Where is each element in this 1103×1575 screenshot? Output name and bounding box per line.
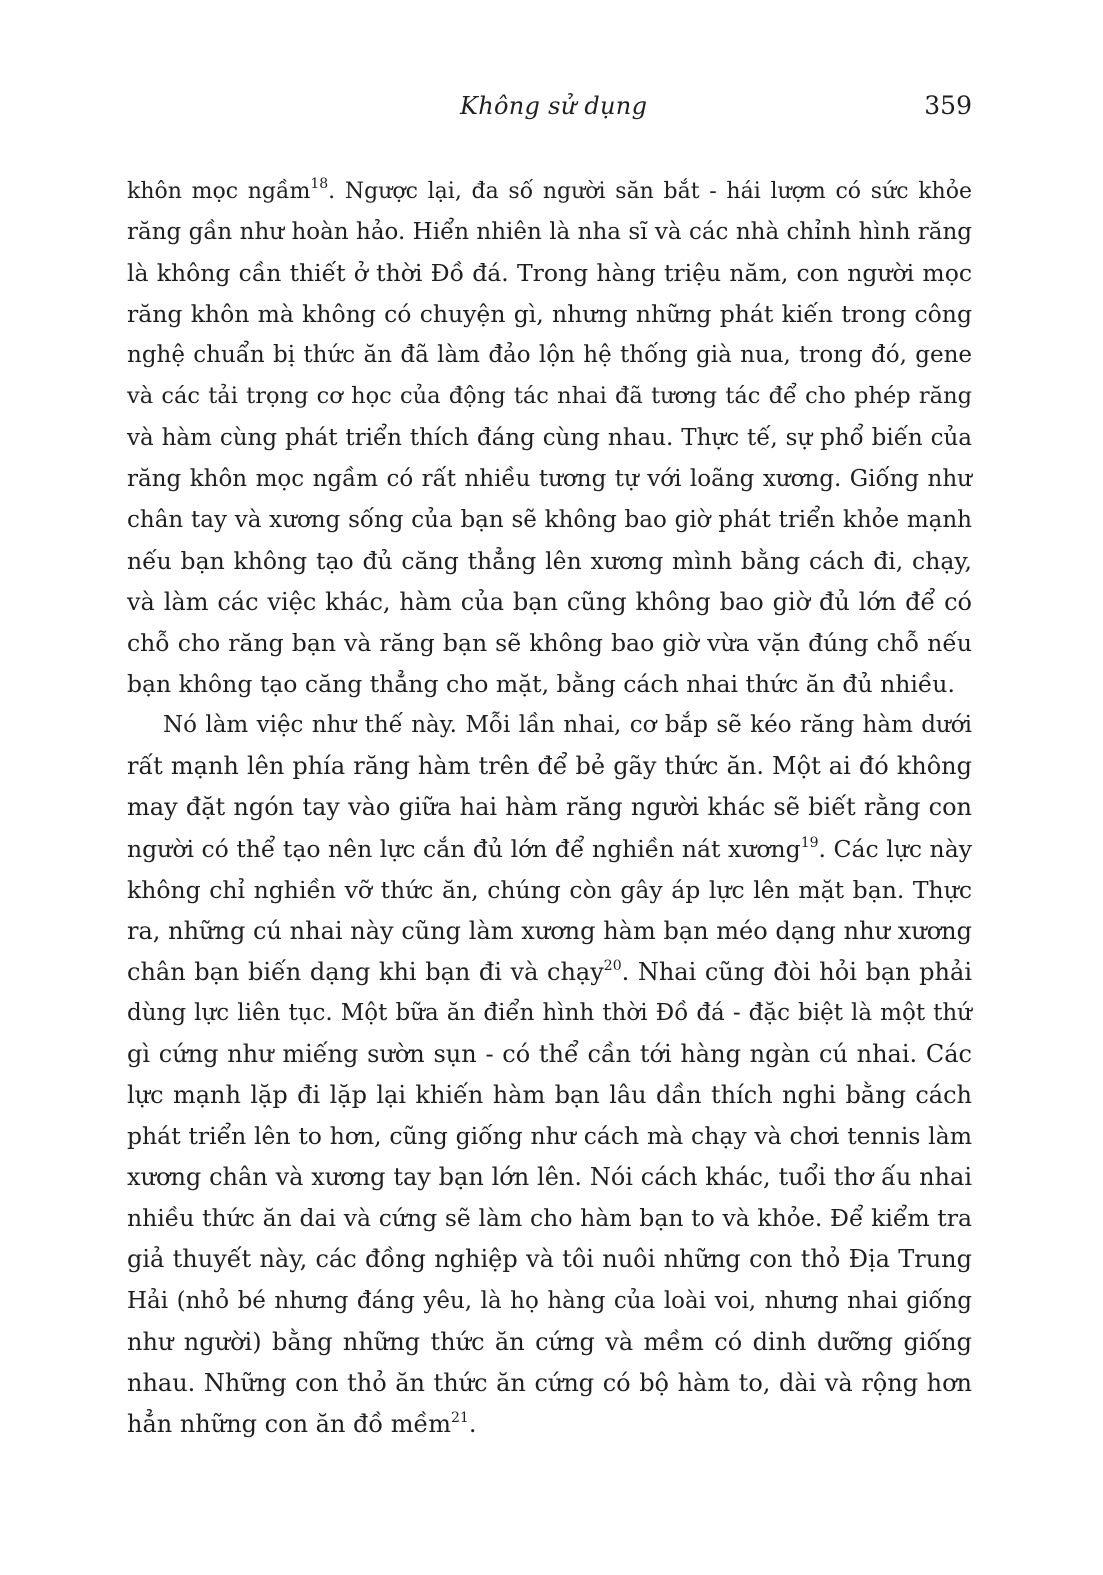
running-title: Không sử dụng [460, 92, 648, 120]
text-line: khôn mọc ngầm$^{18}$. Ngược lại, đa số người săn bắt - hái lượm có sức khỏe [127, 176, 972, 204]
text-line: chỗ cho răng bạn và răng bạn sẽ không bao giờ vừa vặn đúng chỗ nếu [127, 629, 972, 658]
text-line: nghệ chuẩn bị thức ăn đã làm đảo lộn hệ thống già nua, trong đó, gene [127, 342, 972, 369]
text-line: và các tải trọng cơ học của động tác nhai đã tương tác để cho phép răng [127, 383, 972, 410]
paragraph-1 [127, 171, 972, 705]
text-line: ra, những cú nhai này cũng làm xương hàm bạn méo dạng như xương [127, 916, 972, 945]
text-line: giả thuyết này, các đồng nghiệp và tôi nuôi những con thỏ Địa Trung [127, 1245, 972, 1274]
text-line: nhau. Những con thỏ ăn thức ăn cứng có bộ hàm to, dài và rộng hơn [127, 1368, 972, 1397]
text-line: lực mạnh lặp đi lặp lại khiến hàm bạn lâu dần thích nghi bằng cách [127, 1081, 972, 1110]
text-line: răng khôn mọc ngầm có rất nhiều tương tự với loãng xương. Giống như [127, 465, 972, 492]
text-line: là không cần thiết ở thời Đồ đá. Trong hàng triệu năm, con người mọc [127, 259, 972, 288]
text-line: Nó làm việc như thế này. Mỗi lần nhai, cơ bắp sẽ kéo răng hàm dưới [163, 712, 972, 739]
text-line: may đặt ngón tay vào giữa hai hàm răng người khác sẽ biết rằng con [127, 793, 972, 822]
text-line: Hải (nhỏ bé nhưng đáng yêu, là họ hàng của loài voi, nhưng nhai giống [127, 1287, 972, 1314]
text-line: chân bạn biến dạng khi bạn đi và chạy$^{20}$. Nhai cũng đòi hỏi bạn phải [127, 957, 972, 986]
footnote-ref-18: 18 [310, 176, 329, 192]
text-line: răng gần như hoàn hảo. Hiển nhiên là nha sĩ và các nhà chỉnh hình răng [127, 219, 972, 246]
footnote-ref-19: 19 [800, 834, 819, 851]
text-line: và hàm cùng phát triển thích đáng cùng nhau. Thực tế, sự phổ biến của [127, 424, 972, 451]
text-line: răng khôn mà không có chuyện gì, nhưng những phát kiến trong công [127, 300, 972, 329]
text-line: người có thể tạo nên lực cắn đủ lớn để nghiền nát xương$^{19}$. Các lực này [127, 834, 972, 863]
text-line: phát triển lên to hơn, cũng giống như cách mà chạy và chơi tennis làm [127, 1122, 972, 1151]
footnote-ref-20: 20 [603, 957, 622, 974]
running-head [127, 86, 972, 126]
text-line: rất mạnh lên phía răng hàm trên để bẻ gãy thức ăn. Một ai đó không [127, 752, 972, 781]
text-line: nhiều thức ăn dai và cứng sẽ làm cho hàm bạn to và khỏe. Để kiểm tra [127, 1204, 972, 1233]
text-line: hẳn những con ăn đồ mềm$^{21}$. [127, 1409, 477, 1438]
text-line: xương chân và xương tay bạn lớn lên. Nói cách khác, tuổi thơ ấu nhai [127, 1163, 972, 1192]
paragraph-2 [127, 705, 972, 1445]
footnote-ref-21: 21 [451, 1409, 469, 1426]
text-line: gì cứng như miếng sườn sụn - có thể cần tới hàng ngàn cú nhai. Các [127, 1039, 972, 1068]
page-number: 359 [924, 91, 972, 120]
text-line: như người) bằng những thức ăn cứng và mềm có dinh dưỡng giống [127, 1327, 972, 1356]
text-line: chân tay và xương sống của bạn sẽ không bao giờ phát triển khỏe mạnh [127, 506, 972, 533]
text-line: và làm các việc khác, hàm của bạn cũng không bao giờ đủ lớn để có [127, 587, 972, 616]
text-line: dùng lực liên tục. Một bữa ăn điển hình thời Đồ đá - đặc biệt là một thứ [127, 999, 972, 1026]
text-line: nếu bạn không tạo đủ căng thẳng lên xương mình bằng cách đi, chạy, [127, 546, 972, 575]
text-line: bạn không tạo căng thẳng cho mặt, bằng cách nhai thức ăn đủ nhiều. [127, 670, 955, 699]
text-body [127, 171, 972, 1445]
text-line: không chỉ nghiền vỡ thức ăn, chúng còn gây áp lực lên mặt bạn. Thực [127, 875, 972, 904]
